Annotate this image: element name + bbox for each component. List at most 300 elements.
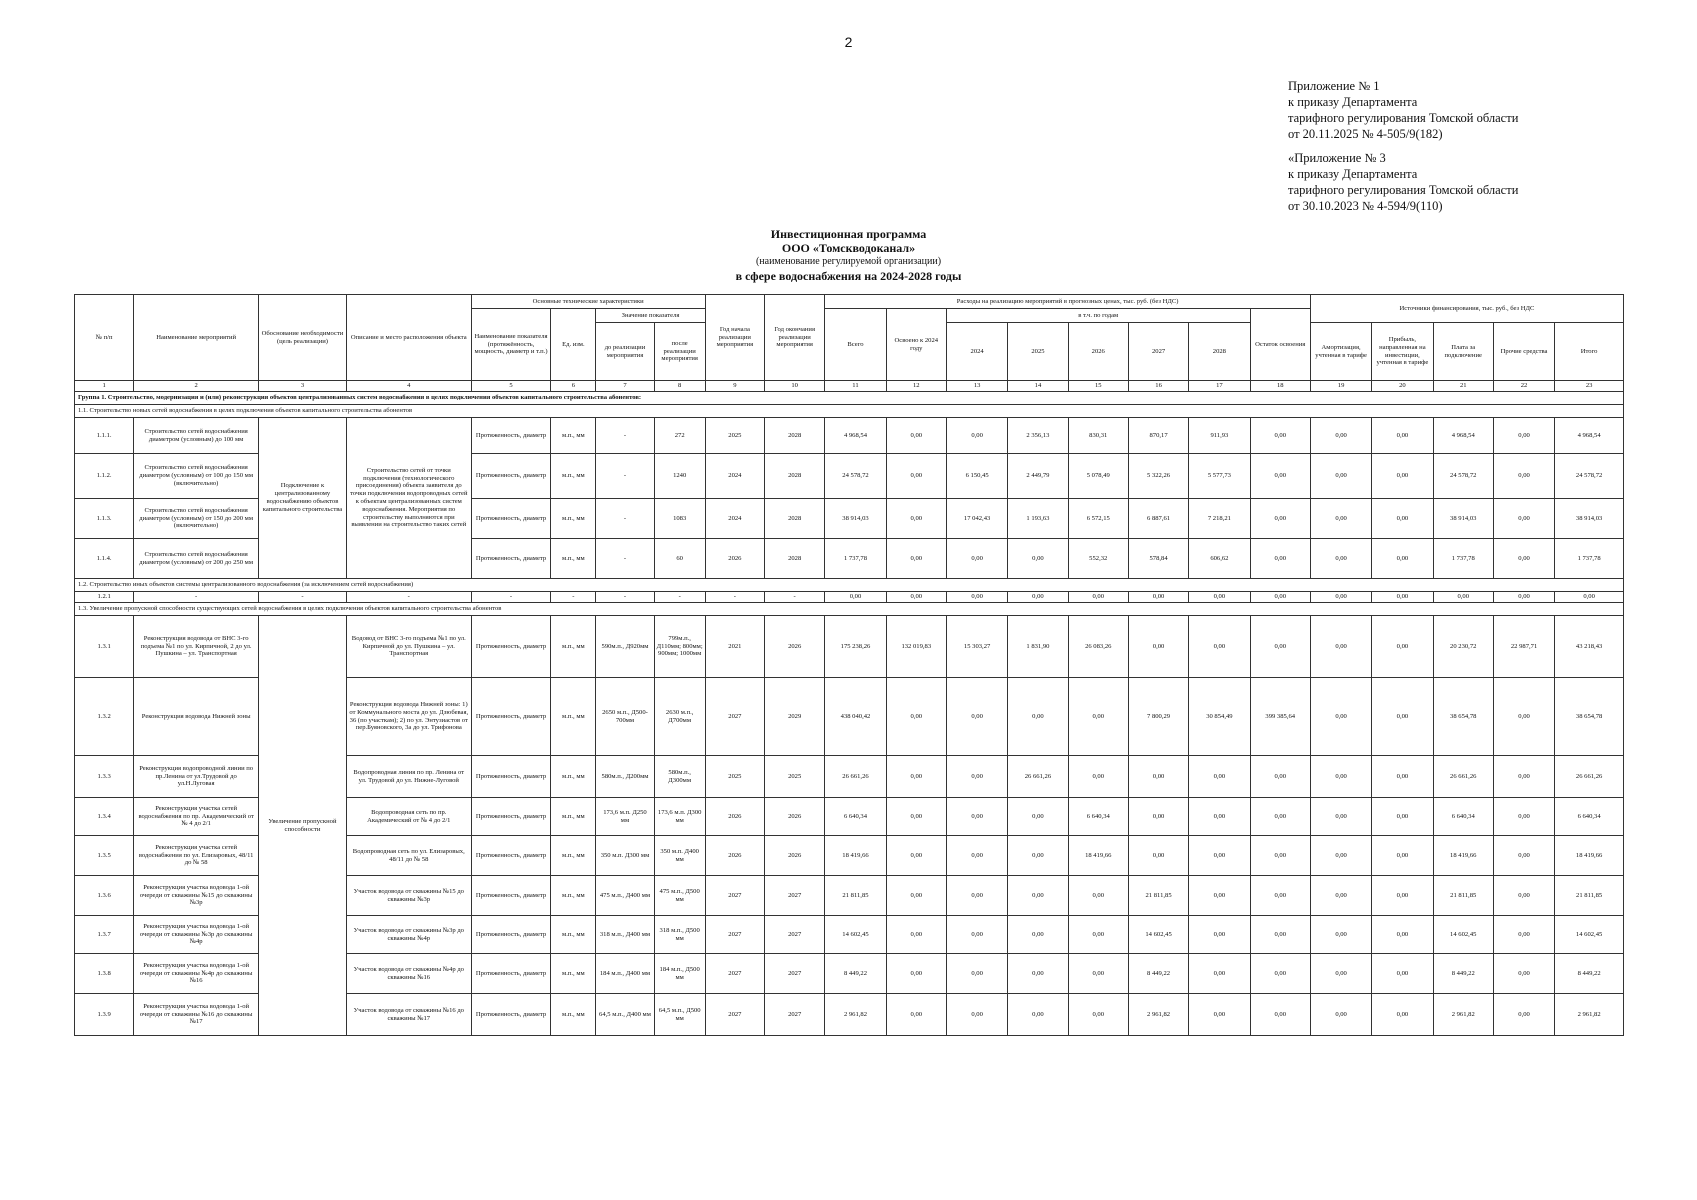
row-cell: 0,00 [1189,616,1250,678]
row-cell: - [471,592,551,603]
row-cell: 38 654,78 [1555,678,1624,756]
row-cell: 0,00 [1008,678,1068,756]
row-cell: 15 303,27 [946,616,1007,678]
row-cell: м.п., мм [551,798,596,836]
row-cell: 0,00 [1493,592,1554,603]
row-cell: Протяженность, диаметр [471,876,551,916]
row-cell: 0,00 [1372,916,1433,954]
row-cell: 0,00 [886,418,946,454]
row-cell: 0,00 [946,418,1007,454]
row-cell: 26 661,26 [1555,756,1624,798]
header-before: до реализации мероприятия [596,323,654,381]
column-number: 3 [259,381,347,392]
row-cell: 184 м.п., Д400 мм [596,954,654,994]
row-cell: 18 419,66 [1068,836,1128,876]
row-cell: 2026 [705,539,764,579]
row-cell: 20 230,72 [1433,616,1493,678]
row-cell: 38 654,78 [1433,678,1493,756]
annex-line: тарифного регулирования Томской области [1288,111,1519,125]
row-cell: 0,00 [1310,418,1371,454]
row-cell: 0,00 [1068,916,1128,954]
row-cell: 1240 [654,454,705,499]
row-name: Реконструкция участка водовода 1-ой очереди от скважины №15 до скважины №3р [134,876,259,916]
row-cell: м.п., мм [551,954,596,994]
header-year-2025: 2025 [1008,323,1068,381]
row-cell: Протяженность, диаметр [471,418,551,454]
row-cell: 0,00 [1493,916,1554,954]
row-cell: 0,00 [1189,836,1250,876]
row-cell: 0,00 [946,798,1007,836]
header-desc: Описание и место расположения объекта [346,295,471,381]
row-name: Реконструкция участка водовода 1-ой очереди от скважины №4р до скважины №16 [134,954,259,994]
row-cell: 0,00 [1493,454,1554,499]
row-cell: м.п., мм [551,616,596,678]
header-year-start: Год начала реализации мероприятия [705,295,764,381]
row-cell: 0,00 [1372,454,1433,499]
row-cell: 1 737,78 [1555,539,1624,579]
row-cell: 2 961,82 [1128,994,1188,1036]
row-cell: - [346,592,471,603]
row-name: Реконструкция участка сетей водоснабжения по ул. Елизаровых, 48/11 до № 58 [134,836,259,876]
row-cell: Протяженность, диаметр [471,678,551,756]
row-cell: 2027 [705,876,764,916]
row-cell: Протяженность, диаметр [471,499,551,539]
row-cell: 2027 [765,916,825,954]
row-cell: 2027 [705,678,764,756]
row-cell: 0,00 [1250,592,1310,603]
row-cell: 0,00 [886,499,946,539]
header-amort: Амортизация, учтенная в тарифе [1310,323,1371,381]
column-number: 18 [1250,381,1310,392]
row-cell: 14 602,45 [1555,916,1624,954]
annex-1-block [1288,78,1518,142]
row-cell: 2 356,13 [1008,418,1068,454]
column-number: 22 [1493,381,1554,392]
row-cell: 184 м.п., Д500 мм [654,954,705,994]
row-cell: - [596,592,654,603]
row-cell: 0,00 [1189,798,1250,836]
row-reason: Подключение к централизованному водоснабжению объектов капитального строительства [259,418,347,579]
header-by-years: в т.ч. по годам [946,309,1250,323]
row-cell: 0,00 [886,954,946,994]
row-cell: 2027 [705,994,764,1036]
row-cell: 18 419,66 [825,836,886,876]
row-cell: 0,00 [1068,876,1128,916]
row-cell: 5 577,73 [1189,454,1250,499]
row-cell: 132 019,83 [886,616,946,678]
row-cell: 438 040,42 [825,678,886,756]
row-cell: 1 737,78 [1433,539,1493,579]
row-cell: 2027 [705,954,764,994]
row-cell: 0,00 [886,454,946,499]
annex-line: к приказу Департамента [1288,95,1418,109]
subgroup-1-1-title: 1.1. Строительство новых сетей водоснабжения в целях подключения объектов капитального строительства абонентов [75,405,1624,418]
row-cell: 4 968,54 [1555,418,1624,454]
row-cell: 0,00 [1250,994,1310,1036]
row-number: 1.1.4. [75,539,134,579]
row-cell: м.п., мм [551,994,596,1036]
row-cell: 0,00 [1128,756,1188,798]
row-cell: 0,00 [946,756,1007,798]
column-number: 6 [551,381,596,392]
row-cell: 0,00 [1068,994,1128,1036]
row-cell: 552,32 [1068,539,1128,579]
row-cell: 0,00 [1493,836,1554,876]
row-cell: Протяженность, диаметр [471,539,551,579]
row-cell: 8 449,22 [825,954,886,994]
row-cell: 14 602,45 [825,916,886,954]
row-cell: 0,00 [886,836,946,876]
row-cell: 0,00 [1250,836,1310,876]
row-number: 1.3.6 [75,876,134,916]
row-cell: м.п., мм [551,539,596,579]
row-cell: 606,62 [1189,539,1250,579]
row-cell: Протяженность, диаметр [471,756,551,798]
row-cell: 26 661,26 [1008,756,1068,798]
row-cell: 0,00 [1433,592,1493,603]
row-cell: 0,00 [1008,836,1068,876]
row-cell: 0,00 [1372,756,1433,798]
title-line-1: Инвестиционная программа [770,227,927,241]
row-cell: Протяженность, диаметр [471,954,551,994]
header-spent: Освоено к 2024 году [886,309,946,381]
row-cell: 0,00 [1189,592,1250,603]
row-cell: 272 [654,418,705,454]
row-cell: 0,00 [1493,678,1554,756]
row-cell: Реконструкция водовода Нижней зоны: 1) от Коммунального моста до ул. Дзюбевая, 36 (по участкам); 2) по ул. Энтузиастов от пер.Буяновского, 3а до ул. Трифонова [346,678,471,756]
row-cell: 38 914,03 [1433,499,1493,539]
row-cell: 1.2.1 [75,592,134,603]
row-cell: 0,00 [946,876,1007,916]
row-name: Строительство сетей водоснабжения диаметром (условным) до 100 мм [134,418,259,454]
subgroup-1-3-title: 1.3. Увеличение пропускной способности существующих сетей водоснабжения в целях подключения объектов капитального строительства абонентов [75,603,1624,616]
row-cell: 0,00 [1493,954,1554,994]
row-cell: 0,00 [1068,954,1128,994]
title-line-3: (наименование регулируемой организации) [755,256,942,267]
row-cell: 0,00 [1372,616,1433,678]
row-cell: - [596,418,654,454]
annex-line: тарифного регулирования Томской области [1288,183,1519,197]
row-cell: 0,00 [1372,994,1433,1036]
column-number: 5 [471,381,551,392]
annex-line: к приказу Департамента [1288,167,1418,181]
row-cell: 0,00 [1310,756,1371,798]
row-cell: 0,00 [1189,954,1250,994]
row-cell: 2028 [765,418,825,454]
column-number: 8 [654,381,705,392]
row-cell: 0,00 [1372,836,1433,876]
annex-line: от 20.11.2025 № 4-505/9(182) [1288,127,1443,141]
annex-line: от 30.10.2023 № 4-594/9(110) [1288,199,1443,213]
column-number: 4 [346,381,471,392]
column-numbers-row [75,381,1624,392]
row-cell: 0,00 [1310,616,1371,678]
row-number: 1.1.1. [75,418,134,454]
row-cell: 26 661,26 [825,756,886,798]
row-cell: 14 602,45 [1433,916,1493,954]
column-number: 23 [1555,381,1624,392]
row-cell: 0,00 [946,994,1007,1036]
row-cell: 0,00 [1372,499,1433,539]
row-cell: 0,00 [825,592,886,603]
row-cell: 0,00 [886,539,946,579]
row-cell: 2024 [705,499,764,539]
investment-table [74,294,1624,1036]
row-cell: 0,00 [1493,418,1554,454]
header-indicator-name: Наименование показателя (протяжённость, мощность, диаметр и т.п.) [471,309,551,381]
row-number: 1.1.3. [75,499,134,539]
row-cell: 318 м.п., Д500 мм [654,916,705,954]
row-cell: Участок водовода от скважины №15 до скважины №3р [346,876,471,916]
row-cell: 2021 [705,616,764,678]
row-cell: 1 831,90 [1008,616,1068,678]
row-name: Реконструкция участка водовода 1-ой очереди от скважины №16 до скважины №17 [134,994,259,1036]
row-cell: - [596,499,654,539]
header-after: после реализации мероприятия [654,323,705,381]
row-cell: 590м.п., Д920мм [596,616,654,678]
row-cell: 350 м.п. Д400 мм [654,836,705,876]
row-cell: 0,00 [1008,954,1068,994]
row-cell: 2028 [765,454,825,499]
row-number: 1.3.7 [75,916,134,954]
row-cell: 580м.п., Д300мм [654,756,705,798]
header-remainder: Остаток освоения [1250,309,1310,381]
annex-line: Приложение № 1 [1288,79,1380,93]
row-cell: 0,00 [1008,876,1068,916]
row-cell: 475 м.п., Д500 мм [654,876,705,916]
group-1-title: Группа 1. Строительство, модернизация и (или) реконструкция объектов централизованных систем водоснабжения в целях подключения объектов капитального строительства абонентов: [75,392,1624,405]
row-cell: 0,00 [1310,454,1371,499]
row-cell: 6 640,34 [1433,798,1493,836]
row-cell: 0,00 [1068,678,1128,756]
header-name: Наименование мероприятий [134,295,259,381]
row-cell: 173,6 м.п. Д300 мм [654,798,705,836]
row-cell: 0,00 [1555,592,1624,603]
row-cell: 0,00 [1372,954,1433,994]
row-number: 1.3.4 [75,798,134,836]
row-cell: Протяженность, диаметр [471,836,551,876]
row-cell: 2 449,79 [1008,454,1068,499]
row-number: 1.3.9 [75,994,134,1036]
row-cell: 0,00 [946,836,1007,876]
row-cell: 0,00 [886,994,946,1036]
row-cell: 2024 [705,454,764,499]
row-cell: 0,00 [1493,539,1554,579]
row-cell: 0,00 [1250,798,1310,836]
column-number: 2 [134,381,259,392]
row-cell: 6 887,61 [1128,499,1188,539]
row-cell: 4 968,54 [1433,418,1493,454]
row-cell: 0,00 [1008,798,1068,836]
column-number: 16 [1128,381,1188,392]
row-cell: Водопроводная сеть по ул. Елизаровых, 48/11 до № 58 [346,836,471,876]
row-cell: 0,00 [1008,592,1068,603]
row-cell: 1083 [654,499,705,539]
row-cell: 30 854,49 [1189,678,1250,756]
row-cell: м.п., мм [551,454,596,499]
header-total: Всего [825,309,886,381]
row-cell: 0,00 [946,916,1007,954]
row-cell: 2027 [765,994,825,1036]
row-cell: м.п., мм [551,499,596,539]
row-cell: 2027 [765,876,825,916]
row-cell: 830,31 [1068,418,1128,454]
row-cell: 2028 [765,539,825,579]
row-cell: 2026 [765,836,825,876]
header-year-end: Год окончания реализации мероприятия [765,295,825,381]
header-profit: Прибыль, направленная на инвестиции, учтенная в тарифе [1372,323,1433,381]
row-cell: 38 914,03 [825,499,886,539]
header-year-2026: 2026 [1068,323,1128,381]
row-cell: 578,84 [1128,539,1188,579]
row-cell: 0,00 [1310,678,1371,756]
row-cell: 0,00 [1493,499,1554,539]
row-cell: Участок водовода от скважины №4р до скважины №16 [346,954,471,994]
column-number: 7 [596,381,654,392]
row-cell: 173,6 м.п. Д250 мм [596,798,654,836]
row-cell: 0,00 [1189,994,1250,1036]
row-cell: 0,00 [886,678,946,756]
row-cell: 0,00 [1250,454,1310,499]
row-name: Реконструкция участка водовода 1-ой очереди от скважины №3р до скважины №4р [134,916,259,954]
column-number: 1 [75,381,134,392]
row-cell: 0,00 [1128,836,1188,876]
column-number: 12 [886,381,946,392]
row-name: Реконструкция водовода Нижней зоны [134,678,259,756]
subgroup-1-2-title: 1.2. Строительство иных объектов системы централизованного водоснабжения (за исключением сетей водоснабжения) [75,579,1624,592]
row-cell: Протяженность, диаметр [471,616,551,678]
row-cell: 8 449,22 [1555,954,1624,994]
row-cell: 21 811,85 [1128,876,1188,916]
row-cell: 2025 [705,756,764,798]
row-cell: 175 238,26 [825,616,886,678]
header-num: № п/п [75,295,134,381]
annex-3-block [1288,150,1518,214]
row-cell: Протяженность, диаметр [471,994,551,1036]
row-cell: 0,00 [886,798,946,836]
row-name: Строительство сетей водоснабжения диаметром (условным) от 100 до 150 мм (включительно) [134,454,259,499]
page-number: 2 [844,34,853,50]
row-cell: 2 961,82 [1555,994,1624,1036]
row-cell: 799м.п., Д110мм; 800мм; 900мм; 1000мм [654,616,705,678]
row-cell: 60 [654,539,705,579]
row-number: 1.3.5 [75,836,134,876]
row-name: Строительство сетей водоснабжения диаметром (условным) от 150 до 200 мм (включительно) [134,499,259,539]
row-cell: 0,00 [1310,798,1371,836]
row-cell: 14 602,45 [1128,916,1188,954]
row-cell: 1 737,78 [825,539,886,579]
row-cell: 1 193,63 [1008,499,1068,539]
annex-line: «Приложение № 3 [1288,151,1386,165]
column-number: 11 [825,381,886,392]
row-cell: 0,00 [1310,499,1371,539]
row-cell: Участок водовода от скважины №16 до скважины №17 [346,994,471,1036]
row-cell: 2027 [705,916,764,954]
row-cell: 8 449,22 [1433,954,1493,994]
row-number: 1.3.3 [75,756,134,798]
row-number: 1.3.8 [75,954,134,994]
row-cell: 0,00 [1310,592,1371,603]
table-row [75,592,1624,603]
row-cell: 0,00 [946,592,1007,603]
row-cell: 2025 [765,756,825,798]
row-cell: 0,00 [946,678,1007,756]
row-cell: 0,00 [1128,592,1188,603]
row-cell: 26 661,26 [1433,756,1493,798]
row-name: Строительство сетей водоснабжения диаметром (условным) от 200 до 250 мм [134,539,259,579]
header-itogo: Итого [1555,323,1624,381]
row-cell: 2026 [765,616,825,678]
row-cell: 0,00 [1310,994,1371,1036]
row-cell: 0,00 [1250,954,1310,994]
row-cell: Водопроводная сеть по пр. Академический от № 4 до 2/1 [346,798,471,836]
row-cell: 2650 м.п., Д500-700мм [596,678,654,756]
row-cell: 17 042,43 [946,499,1007,539]
row-cell: 26 083,26 [1068,616,1128,678]
row-cell: 0,00 [886,876,946,916]
row-cell: 21 811,85 [825,876,886,916]
row-cell: 6 572,15 [1068,499,1128,539]
row-cell: 2026 [705,798,764,836]
row-cell: 0,00 [1250,916,1310,954]
row-cell: м.п., мм [551,756,596,798]
row-cell: 6 640,34 [1068,798,1128,836]
row-cell: 0,00 [1372,876,1433,916]
row-cell: 2026 [705,836,764,876]
row-cell: 0,00 [1250,418,1310,454]
row-cell: 0,00 [1008,916,1068,954]
row-cell: 22 987,71 [1493,616,1554,678]
header-tech: Основные технические характеристики [471,295,705,309]
row-name: Реконструкция водопроводной линии по пр.Ленина от ул.Трудовой до ул.Н.Луговая [134,756,259,798]
row-cell: 6 150,45 [946,454,1007,499]
row-cell: 64,5 м.п., Д400 мм [596,994,654,1036]
row-cell: 0,00 [1068,756,1128,798]
row-cell: 24 578,72 [825,454,886,499]
row-cell: 0,00 [946,954,1007,994]
column-number: 14 [1008,381,1068,392]
row-cell: - [551,592,596,603]
row-cell: 5 322,26 [1128,454,1188,499]
row-cell: 7 218,21 [1189,499,1250,539]
row-number: 1.3.1 [75,616,134,678]
row-cell: 2630 м.п., Д700мм [654,678,705,756]
row-cell: 475 м.п., Д400 мм [596,876,654,916]
row-cell: 0,00 [1250,539,1310,579]
row-cell: 0,00 [1189,876,1250,916]
row-cell: 7 800,29 [1128,678,1188,756]
header-year-2024: 2024 [946,323,1007,381]
row-cell: 318 м.п., Д400 мм [596,916,654,954]
row-cell: м.п., мм [551,836,596,876]
row-cell: 43 218,43 [1555,616,1624,678]
document-title [0,227,1697,283]
row-cell: 5 078,49 [1068,454,1128,499]
column-number: 15 [1068,381,1128,392]
row-cell: м.п., мм [551,876,596,916]
row-number: 1.1.2. [75,454,134,499]
row-cell: 8 449,22 [1128,954,1188,994]
row-cell: 0,00 [1493,798,1554,836]
row-cell: 0,00 [1372,592,1433,603]
header-unit: Ед. изм. [551,309,596,381]
row-cell: Водопроводная линия по пр. Ленина от ул. Трудовой до ул. Нижне-Луговой [346,756,471,798]
row-cell: 6 640,34 [825,798,886,836]
row-cell: 0,00 [1372,678,1433,756]
column-number: 13 [946,381,1007,392]
header-costs: Расходы на реализацию мероприятий в прогнозных ценах, тыс. руб. (без НДС) [825,295,1311,309]
row-cell: 0,00 [1310,836,1371,876]
